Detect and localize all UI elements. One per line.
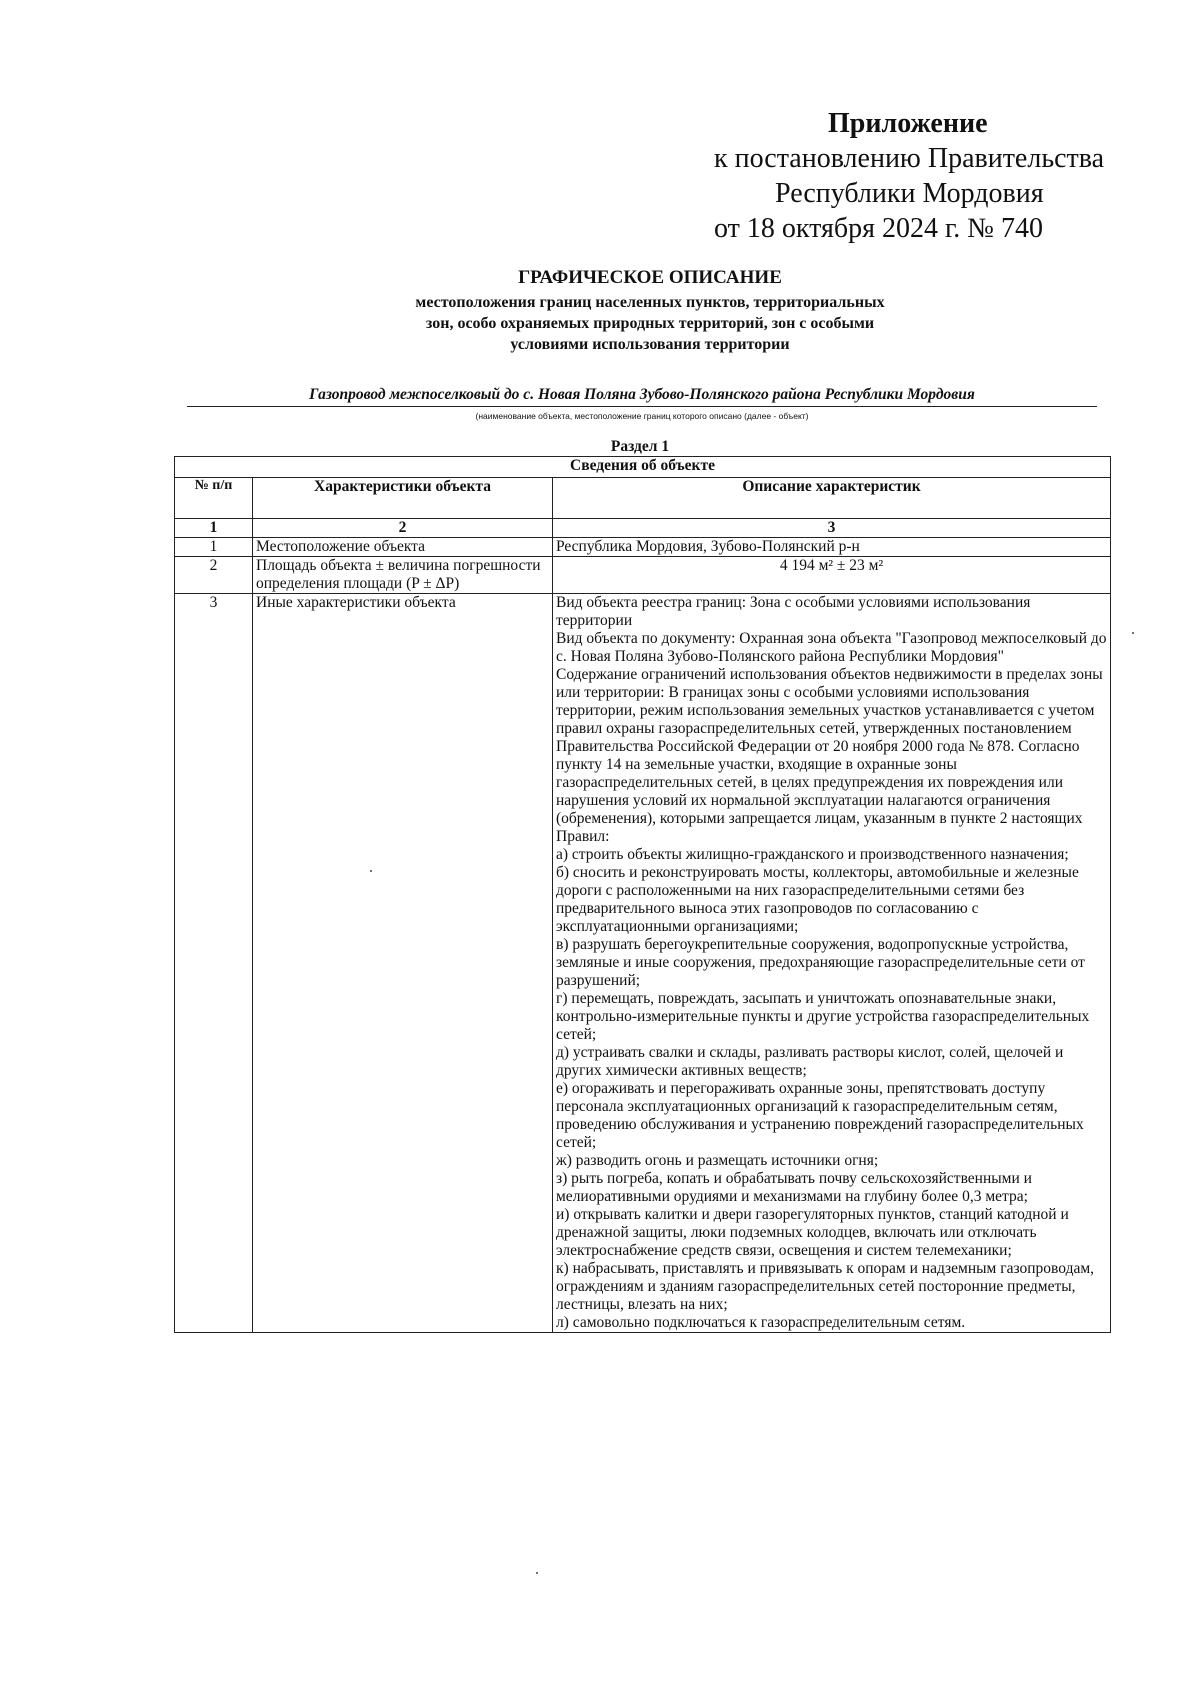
header-description: Описание характеристик bbox=[553, 478, 1111, 519]
restriction-item: д) устраивать свалки и склады, разливать растворы кислот, солей, щелочей и других химически активных веществ; bbox=[556, 1044, 1064, 1079]
restriction-item: в) разрушать берегоукрепительные сооружения, водопропускные устройства, земляные и иные сооружения, предохраняющие газораспределительные сети от разрушений; bbox=[556, 936, 1085, 989]
heading-main: ГРАФИЧЕСКОЕ ОПИСАНИЕ bbox=[518, 267, 782, 288]
appendix-line-1: к постановлению Правительства bbox=[714, 143, 1105, 174]
index-cell: 2 bbox=[253, 519, 553, 538]
table-row bbox=[175, 538, 1111, 557]
restriction-item: з) рыть погреба, копать и обрабатывать почву сельскохозяйственными и мелиоративными орудиями и механизмами на глубину более 0,3 метра; bbox=[556, 1170, 1032, 1205]
row-description: Республика Мордовия, Зубово-Полянский р-н bbox=[553, 538, 1111, 557]
description-paragraph: Содержание ограничений использования объектов недвижимости в пределах зоны или территории: В границах зоны с особыми условиями использования территории, режим использования земельных участков устанавливается с учетом правил охраны газораспределительных сетей, утвержденных постановлением Правительства Российской Федерации от 20 ноября 2000 года № 878. Согласно пункту 14 на земельные участки, входящие в охранные зоны газораспределительных сетей, в целях предупреждения их повреждения или нарушения условий их нормальной эксплуатации налагаются ограничения (обременения), которыми запрещается лицам, указанным в пункте 2 настоящих Правил: bbox=[556, 666, 1103, 845]
table-index-row bbox=[175, 519, 1111, 538]
row-num: 3 bbox=[175, 594, 253, 1333]
row-characteristic: Местоположение объекта bbox=[253, 538, 553, 557]
object-name-caption: (наименование объекта, местоположение границ которого описано (далее - объект) bbox=[475, 411, 809, 421]
table-caption-row bbox=[175, 457, 1111, 478]
table-header-row bbox=[175, 478, 1111, 519]
header-characteristic: Характеристики объекта bbox=[253, 478, 553, 519]
header-num: № п/п bbox=[175, 478, 253, 519]
object-info-table bbox=[174, 456, 1111, 1333]
restriction-item: а) строить объекты жилищно-гражданского и производственного назначения; bbox=[556, 846, 1069, 863]
scan-speck bbox=[370, 870, 372, 872]
table-row bbox=[175, 557, 1111, 594]
row-characteristic: Площадь объекта ± величина погрешности определения площади (P ± ΔP) bbox=[253, 557, 553, 594]
description-paragraph: Вид объекта реестра границ: Зона с особыми условиями использования территории bbox=[556, 594, 1031, 629]
restriction-item: б) сносить и реконструировать мосты, коллекторы, автомобильные и железные дороги с расположенными на них газораспределительными сетями без предварительного выноса этих газопроводов по согласованию с эксплуатационными организациями; bbox=[556, 864, 1079, 935]
heading-sub-line: условиями использования территории bbox=[510, 336, 790, 353]
table-row bbox=[175, 594, 1111, 1333]
row-description: 4 194 м² ± 23 м² bbox=[553, 557, 1111, 594]
appendix-title: Приложение bbox=[828, 108, 988, 139]
restriction-item: ж) разводить огонь и размещать источники огня; bbox=[556, 1152, 879, 1169]
restriction-item: к) набрасывать, приставлять и привязывать к опорам и надземным газопроводам, ограждениям и зданиям газораспределительных сетей посторонние предметы, лестницы, влезать на них; bbox=[556, 1260, 1095, 1313]
scan-speck bbox=[536, 1572, 538, 1574]
section-label: Раздел 1 bbox=[610, 438, 670, 455]
table-caption: Сведения об объекте bbox=[175, 457, 1111, 478]
index-cell: 1 bbox=[175, 519, 253, 538]
row-num: 2 bbox=[175, 557, 253, 594]
appendix-line-3: от 18 октября 2024 г. № 740 bbox=[714, 213, 1044, 244]
heading-sub-line: зон, особо охраняемых природных территорий, зон с особыми bbox=[425, 315, 875, 332]
heading-sub-line: местоположения границ населенных пунктов, территориальных bbox=[415, 294, 885, 311]
index-cell: 3 bbox=[553, 519, 1111, 538]
restriction-item: и) открывать калитки и двери газорегуляторных пунктов, станций катодной и дренажной защиты, люки подземных колодцев, включать или отключать электроснабжение средств связи, освещения и систем телемеханики; bbox=[556, 1206, 1069, 1259]
scan-speck bbox=[1132, 632, 1134, 634]
appendix-line-2: Республики Мордовия bbox=[775, 178, 1044, 209]
row-num: 1 bbox=[175, 538, 253, 557]
object-name: Газопровод межпоселковый до с. Новая Поляна Зубово-Полянского района Республики Мордовия bbox=[187, 385, 1097, 407]
restriction-item: л) самовольно подключаться к газораспределительным сетям. bbox=[556, 1314, 966, 1331]
document-heading bbox=[200, 266, 1100, 355]
row-characteristic: Иные характеристики объекта bbox=[253, 594, 553, 1333]
restriction-item: е) огораживать и перегораживать охранные зоны, препятствовать доступу персонала эксплуатационных организаций к газораспределительным сетям, проведению обслуживания и устранению повреждений газораспределительных сетей; bbox=[556, 1080, 1084, 1151]
row-description bbox=[553, 594, 1111, 1333]
appendix-block bbox=[690, 106, 1130, 246]
restriction-item: г) перемещать, повреждать, засыпать и уничтожать опознавательные знаки, контрольно-измерительные пункты и другие устройства газораспределительных сетей; bbox=[556, 990, 1090, 1043]
description-paragraph: Вид объекта по документу: Охранная зона объекта "Газопровод межпоселковый до с. Новая Поляна Зубово-Полянского района Республики Мордовия" bbox=[556, 630, 1107, 665]
